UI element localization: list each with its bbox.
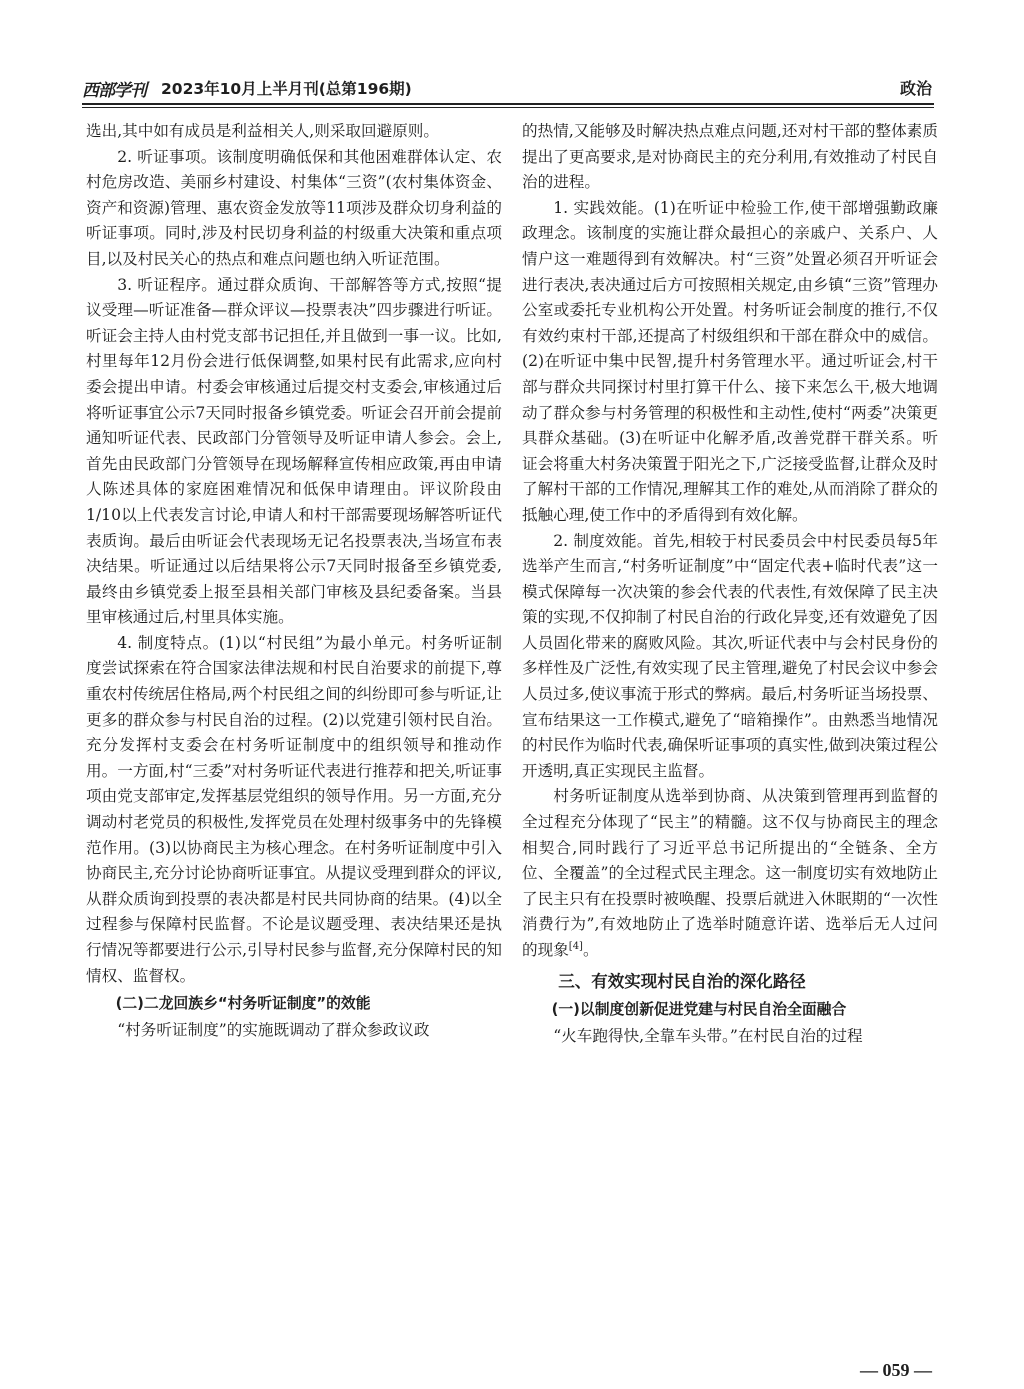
paragraph-end: 。 <box>582 941 599 959</box>
paragraph: 2. 制度效能。首先,相较于村民委员会中村民委员每5年选举产生而言,“村务听证制度”中“固定代表+临时代表”这一模式保障每一次决策的参会代表的代表性,有效保障了民主决策的实现,不仅抑制了村民自治的行政化异变,还有效避免了因人员固化带来的腐败风险。其次,听证代表中与会村民身份的多样性及广泛性,有效实现了民主管理,避免了村民会议中参会人员过多,使议事流于形式的弊病。最后,村务听证当场投票、宣布结果这一工作模式,避免了“暗箱操作”。由熟悉当地情况的村民作为临时代表,确保听证事项的真实性,做到决策过程公开透明,真正实现民主监督。 <box>522 531 938 780</box>
paragraph: “火车跑得快,全靠车头带。”在村民自治的过程 <box>553 1026 863 1045</box>
section-heading: 三、有效实现村民自治的深化路径 <box>558 971 806 991</box>
paragraph <box>522 784 938 963</box>
paragraph: “村务听证制度”的实施既调动了群众参政议政 <box>117 1020 430 1039</box>
subsection-heading: (一)以制度创新促进党建与村民自治全面融合 <box>551 1001 847 1019</box>
paragraph: 2. 听证事项。该制度明确低保和其他困难群体认定、农村危房改造、美丽乡村建设、村集体“三资”(农村集体资金、资产和资源)管理、惠农资金发放等11项涉及群众切身利益的听证事项。同时,涉及村民切身利益的村级重大决策和重点项目,以及村民关心的热点和难点问题也纳入听证范围。 <box>86 147 502 268</box>
right-column <box>522 119 938 1049</box>
issue-info: 2023年10月上半月刊(总第196期) <box>161 80 412 98</box>
header-rule-thick <box>82 103 934 105</box>
journal-logo: 西部学刊 <box>82 81 146 101</box>
paragraph: 3. 听证程序。通过群众质询、干部解答等方式,按照“提议受理—听证准备—群众评议—投票表决”四步骤进行听证。听证会主持人由村党支部书记担任,并且做到一事一议。比如,村里每年12月份会进行低保调整,如果村民有此需求,应向村委会提出申请。村委会审核通过后提交村支委会,审核通过后将听证事宜公示7天同时报备乡镇党委。听证会召开前会提前通知听证代表、民政部门分管领导及听证申请人参会。会上,首先由民政部门分管领导在现场解释宣传相应政策,再由申请人陈述具体的家庭困难情况和低保申请理由。评议阶段由1/10以上代表发言讨论,申请人和村干部需要现场解答听证代表质询。最后由听证会代表现场无记名投票表决,当场宣布表决结果。听证通过以后结果将公示7天同时报备至乡镇党委,最终由乡镇党委上报至县相关部门审核及县纪委备案。当县里审核通过后,村里具体实施。 <box>86 275 502 627</box>
citation-ref: [4] <box>568 940 583 952</box>
left-column <box>86 119 502 1043</box>
paragraph: 4. 制度特点。(1)以“村民组”为最小单元。村务听证制度尝试探索在符合国家法律法规和村民自治要求的前提下,尊重农村传统居住格局,两个村民组之间的纠纷即可参与听证,让更多的群众参与村民自治的过程。(2)以党建引领村民自治。充分发挥村支委会在村务听证制度中的组织领导和推动作用。一方面,村“三委”对村务听证代表进行推荐和把关,听证事项由党支部审定,发挥基层党组织的领导作用。另一方面,充分调动村老党员的积极性,发挥党员在处理村级事务中的先锋模范作用。(3)以协商民主为核心理念。在村务听证制度中引入协商民主,充分讨论协商听证事宜。从提议受理到群众的评议,从群众质询到投票的表决都是村民共同协商的结果。(4)以全过程参与保障村民监督。不论是议题受理、表决结果还是执行情况等都要进行公示,引导村民参与监督,充分保障村民的知情权、监督权。 <box>86 633 502 985</box>
paragraph: 1. 实践效能。(1)在听证中检验工作,使干部增强勤政廉政理念。该制度的实施让群众最担心的亲戚户、关系户、人情户这一难题得到有效解决。村“三资”处置必须召开听证会进行表决,表决通过后方可按照相关规定,由乡镇“三资”管理办公室或委托专业机构公开处置。村务听证会制度的推行,不仅有效约束村干部,还提高了村级组织和干部在群众中的威信。(2)在听证中集中民智,提升村务管理水平。通过听证会,村干部与群众共同探讨村里打算干什么、接下来怎么干,极大地调动了群众参与村务管理的积极性和主动性,使村“两委”决策更具群众基础。(3)在听证中化解矛盾,改善党群干群关系。听证会将重大村务决策置于阳光之下,广泛接受监督,让群众及时了解村干部的工作情况,理解其工作的难处,从而消除了群众的抵触心理,使工作中的矛盾得到有效化解。 <box>522 198 938 524</box>
paragraph-text: 村务听证制度从选举到协商、从决策到管理再到监督的全过程充分体现了“民主”的精髓。这不仅与协商民主的理念相契合,同时践行了习近平总书记所提出的“全链条、全方位、全覆盖”的全过程式民主理念。这一制度切实有效地防止了民主只有在投票时被唤醒、投票后就进入休眠期的“一次性消费行为”,有效地防止了选举时随意许诺、选举后无人过问的现象 <box>522 787 938 959</box>
page-number: — 059 — <box>860 1360 932 1380</box>
subsection-heading: (二)二龙回族乡“村务听证制度”的效能 <box>115 995 371 1013</box>
section-name: 政治 <box>899 79 932 98</box>
paragraph: 的热情,又能够及时解决热点难点问题,还对村干部的整体素质提出了更高要求,是对协商民主的充分利用,有效推动了村民自治的进程。 <box>522 122 938 192</box>
paragraph: 选出,其中如有成员是利益相关人,则采取回避原则。 <box>86 122 439 140</box>
header-rule-thin <box>82 107 934 108</box>
running-header <box>82 74 934 104</box>
